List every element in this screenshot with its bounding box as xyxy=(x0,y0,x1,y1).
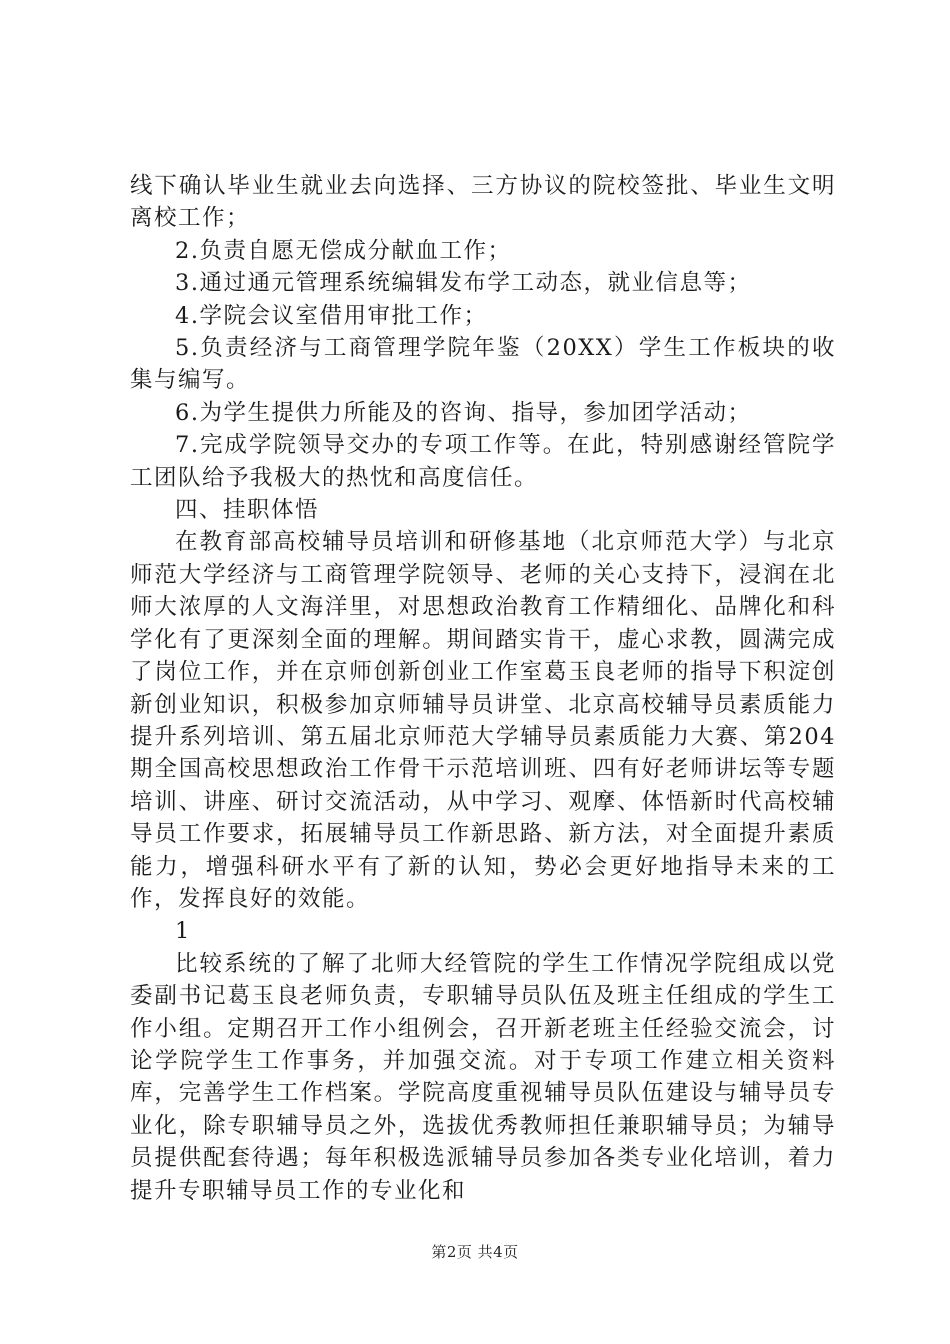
section-heading: 四、挂职体悟 xyxy=(175,497,320,524)
list-item-2: 2.负责自愿无偿成分献血工作； xyxy=(175,237,512,264)
inline-page-number: 1 xyxy=(175,918,190,945)
document-body xyxy=(130,170,836,1207)
list-item-5: 5.负责经济与工商管理学院年鉴（20XX）学生工作板块的收集与编写。 xyxy=(130,335,836,394)
list-item-3: 3.通过通元管理系统编辑发布学工动态，就业信息等； xyxy=(175,270,752,297)
list-item-7: 7.完成学院领导交办的专项工作等。在此，特别感谢经管院学工团队给予我极大的热忱和高度信任。 xyxy=(130,432,836,491)
body-paragraph: 比较系统的了解了北师大经管院的学生工作情况学院组成以党委副书记葛玉良老师负责，专职辅导员队伍及班主任组成的学生工作小组。定期召开工作小组例会，召开新老班主任经验交流会，讨论学院学生工作事务，并加强交流。对于专项工作建立相关资料库，完善学生工作档案。学院高度重视辅导员队伍建设与辅导员专业化，除专职辅导员之外，选拔优秀教师担任兼职辅导员；为辅导员提供配套待遇；每年积极选派辅导员参加各类专业化培训，着力提升专职辅导员工作的专业化和 xyxy=(130,950,836,1204)
page-footer: 第2页 共4页 xyxy=(431,1243,519,1261)
paragraph-continuation: 线下确认毕业生就业去向选择、三方协议的院校签批、毕业生文明离校工作； xyxy=(130,173,836,232)
list-item-4: 4.学院会议室借用审批工作； xyxy=(175,302,488,329)
body-paragraph: 在教育部高校辅导员培训和研修基地（北京师范大学）与北京师范大学经济与工商管理学院领导、老师的关心支持下，浸润在北师大浓厚的人文海洋里，对思想政治教育工作精细化、品牌化和科学化有了更深刻全面的理解。期间踏实肯干，虚心求教，圆满完成了岗位工作，并在京师创新创业工作室葛玉良老师的指导下积淀创新创业知识，积极参加京师辅导员讲堂、北京高校辅导员素质能力提升系列培训、第五届北京师范大学辅导员素质能力大赛、第204期全国高校思想政治工作骨干示范培训班、四有好老师讲坛等专题培训、讲座、研讨交流活动，从中学习、观摩、体悟新时代高校辅导员工作要求，拓展辅导员工作新思路、新方法，对全面提升素质能力，增强科研水平有了新的认知，势必会更好地指导未来的工作，发挥良好的效能。 xyxy=(130,529,836,912)
list-item-6: 6.为学生提供力所能及的咨询、指导，参加团学活动； xyxy=(175,399,752,426)
